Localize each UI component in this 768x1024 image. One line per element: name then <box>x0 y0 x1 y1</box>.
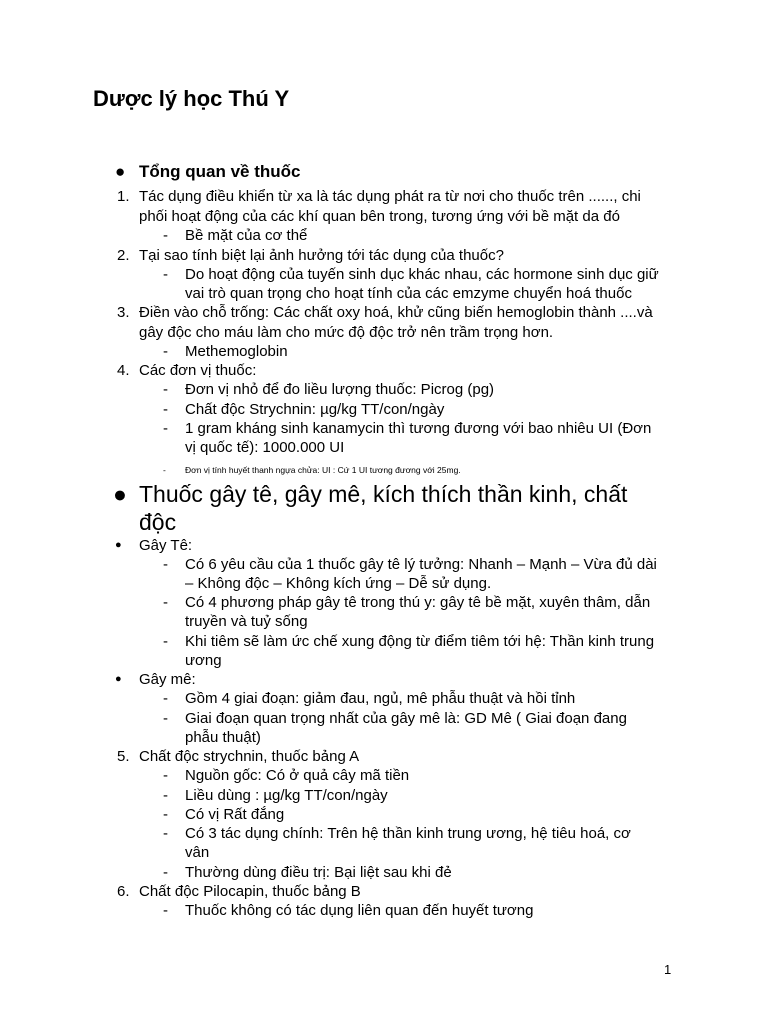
bullet-marker: ● <box>113 481 127 507</box>
item-text: Nguồn gốc: Có ở quả cây mã tiền <box>185 767 410 784</box>
item-text: Điền vào chỗ trống: Các chất oxy hoá, khử cũng biến hemoglobin thành ....và <box>139 304 653 321</box>
item-text: Thuốc không có tác dụng liên quan đến huyết tương <box>185 902 534 919</box>
number-marker: 4. <box>117 362 130 379</box>
dash-marker: - <box>163 902 168 919</box>
item-text: Đơn vị nhỏ để đo liều lượng thuốc: Picrog (pg) <box>185 381 495 398</box>
dash-marker: - <box>163 710 168 727</box>
item-text: Khi tiêm sẽ làm ức chế xung động từ điểm tiêm tới hệ: Thần kinh trung <box>185 633 655 650</box>
item-text: truyền và tuỷ sống <box>185 613 308 630</box>
item-text: vân <box>185 844 210 861</box>
number-marker: 3. <box>117 304 130 321</box>
item-text: Chất độc Pilocapin, thuốc bảng B <box>139 883 361 900</box>
item-text: Methemoglobin <box>185 343 288 360</box>
item-text: Chất độc strychnin, thuốc bảng A <box>139 748 360 765</box>
item-text: Giai đoạn quan trọng nhất của gây mê là: GD Mê ( Giai đoạn đang <box>185 710 627 727</box>
bullet-marker: ● <box>115 673 122 685</box>
section-heading: Thuốc gây tê, gây mê, kích thích thần kinh, chất <box>139 481 628 507</box>
number-marker: 6. <box>117 883 130 900</box>
dash-marker: - <box>163 465 166 475</box>
section-heading: độc <box>139 509 177 535</box>
item-text: gây độc cho máu làm cho mức độ độc trở nên trầm trọng hơn. <box>139 324 554 341</box>
dash-marker: - <box>163 556 168 573</box>
item-text: Các đơn vị thuốc: <box>139 362 257 379</box>
item-text: Tại sao tính biệt lại ảnh hưởng tới tác dụng của thuốc? <box>139 247 504 264</box>
dash-marker: - <box>163 787 168 804</box>
item-text: Tác dụng điều khiển từ xa là tác dụng phát ra từ nơi cho thuốc trên ......, chi <box>139 188 641 205</box>
item-text: vai trò quan trọng cho hoạt tính của các emzyme chuyển hoá thuốc <box>185 285 632 302</box>
number-marker: 1. <box>117 188 130 205</box>
item-text: 1 gram kháng sinh kanamycin thì tương đương với bao nhiêu UI (Đơn <box>185 420 652 437</box>
dash-marker: - <box>163 633 168 650</box>
bullet-marker: ● <box>115 162 126 181</box>
item-text: Thường dùng điều trị: Bại liệt sau khi đẻ <box>185 864 452 881</box>
dash-marker: - <box>163 227 168 244</box>
item-text: Có vị Rất đắng <box>185 806 285 823</box>
dash-marker: - <box>163 806 168 823</box>
dash-marker: - <box>163 825 168 842</box>
item-text: Có 4 phương pháp gây tê trong thú y: gây tê bề mặt, xuyên thâm, dẫn <box>185 594 651 611</box>
number-marker: 5. <box>117 748 130 765</box>
item-text: vị quốc tế): 1000.000 UI <box>185 439 345 456</box>
dash-marker: - <box>163 343 168 360</box>
item-text: phối hoạt động của các khí quan bên trong, tương ứng với bề mặt da đó <box>139 208 620 225</box>
item-text: Gồm 4 giai đoạn: giảm đau, ngủ, mê phẫu thuật và hồi tỉnh <box>185 690 576 707</box>
item-text: Đơn vị tính huyết thanh ngựa chửa: UI : Cứ 1 UI tương đương với 25mg. <box>185 465 461 475</box>
item-text: Có 6 yêu cầu của 1 thuốc gây tê lý tưởng: Nhanh – Mạnh – Vừa đủ dài <box>185 556 657 573</box>
dash-marker: - <box>163 864 168 881</box>
number-marker: 2. <box>117 247 130 264</box>
item-text: – Không độc – Không kích ứng – Dễ sử dụng. <box>185 575 492 592</box>
document-title: Dược lý học Thú Y <box>93 86 290 111</box>
section-heading: Tổng quan về thuốc <box>139 162 301 181</box>
dash-marker: - <box>163 690 168 707</box>
dash-marker: - <box>163 594 168 611</box>
item-text: Gây mê: <box>139 671 196 688</box>
dash-marker: - <box>163 381 168 398</box>
item-text: ương <box>185 652 222 669</box>
item-text: Gây Tê: <box>139 537 193 554</box>
item-text: Do hoạt động của tuyến sinh dục khác nhau, các hormone sinh dục giữ <box>185 266 659 283</box>
item-text: Có 3 tác dụng chính: Trên hệ thần kinh trung ương, hệ tiêu hoá, cơ <box>185 825 631 842</box>
page-number: 1 <box>664 962 672 977</box>
dash-marker: - <box>163 266 168 283</box>
dash-marker: - <box>163 401 168 418</box>
dash-marker: - <box>163 767 168 784</box>
item-text: Bề mặt của cơ thể <box>185 227 308 244</box>
bullet-marker: ● <box>115 539 122 551</box>
item-text: Liều dùng : µg/kg TT/con/ngày <box>185 787 388 804</box>
item-text: phẫu thuật) <box>185 729 261 746</box>
dash-marker: - <box>163 420 168 437</box>
item-text: Chất độc Strychnin: µg/kg TT/con/ngày <box>185 401 445 418</box>
